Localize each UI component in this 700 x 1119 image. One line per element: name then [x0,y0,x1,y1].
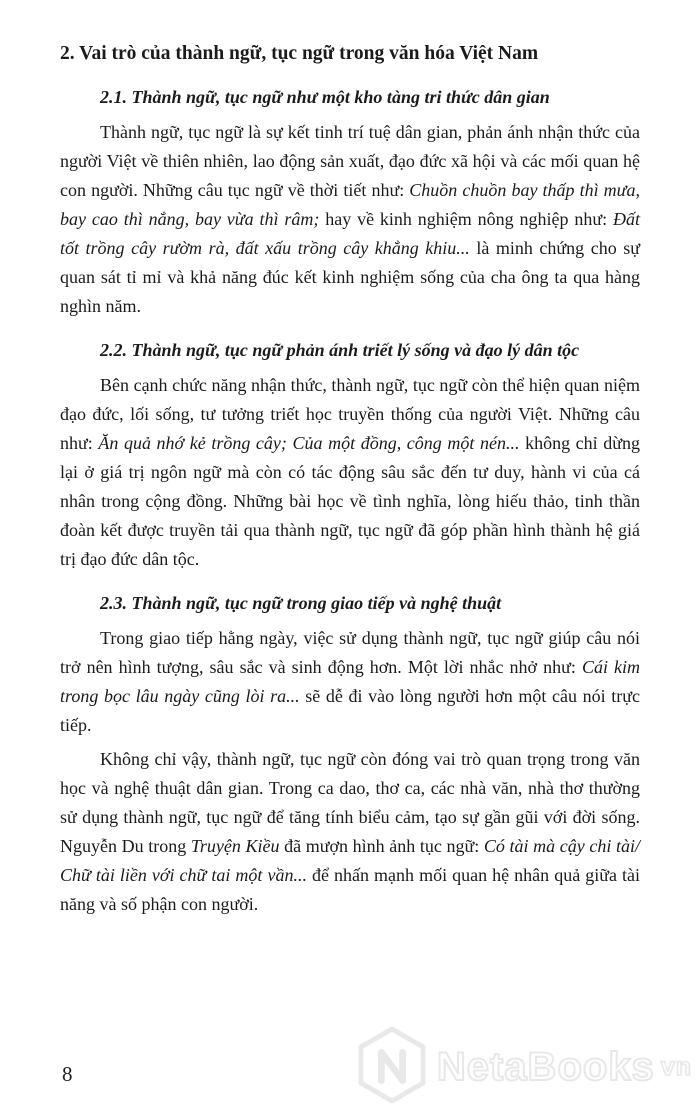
text-run-italic: Chuồn chuồn bay thấp thì mưa, bay cao thì nắng, bay vừa thì râm; [60,180,640,229]
section-title-2-2: 2.2. Thành ngữ, tục ngữ phản ánh triết lý sống và đạo lý dân tộc [100,340,580,360]
paragraph [60,371,640,574]
paragraph [60,745,640,919]
text-run: hay về kinh nghiệm nông nghiệp như: [319,209,613,229]
hexagon-n-icon [357,1026,427,1109]
watermark-suffix: vn [660,1053,692,1081]
text-run: không chỉ dừng lại ở giá trị ngôn ngữ mà còn có tác động sâu sắc đến tư duy, hành vi của cá nhân trong cộng đồng. Những bài học về tình nghĩa, lòng hiếu thảo, tinh thần đoàn kết được truyền tải qua thành ngữ, tục ngữ đã góp phần hình thành hệ giá trị đạo đức dân tộc. [60,433,641,569]
text-run: Bên cạnh chức năng nhận thức, thành ngữ, tục ngữ còn thể hiện quan niệm đạo đức, lối sống, tư tưởng triết học truyền thống của người Việt. Những câu như: [60,375,640,453]
text-run-italic: Cái kim trong bọc lâu ngày cũng lòi ra... [60,657,640,706]
section-title-2-3: 2.3. Thành ngữ, tục ngữ trong giao tiếp và nghệ thuật [100,593,502,613]
text-run-italic: Ăn quả nhớ kẻ trồng cây; Của một đồng, công một nén... [98,433,520,453]
page-title: 2. Vai trò của thành ngữ, tục ngữ trong văn hóa Việt Nam [60,43,539,64]
section-2-1 [60,83,640,321]
watermark-brand: NetaBooks [436,1045,655,1089]
paragraph [60,624,640,740]
text-run: là minh chứng cho sự quan sát tỉ mỉ và khả năng đúc kết kinh nghiệm sống của cha ông ta qua hàng nghìn năm. [60,238,640,316]
section-2-3 [60,589,640,919]
section-title-2-1: 2.1. Thành ngữ, tục ngữ như một kho tàng tri thức dân gian [100,87,550,107]
text-run-italic: Có tài mà cậy chi tài/ Chữ tài liền với chữ tai một vần... [60,836,640,885]
paragraph [60,118,640,321]
text-run: Không chỉ vậy, thành ngữ, tục ngữ còn đóng vai trò quan trọng trong văn học và nghệ thuật dân gian. Trong ca dao, thơ ca, các nhà văn, nhà thơ thường sử dụng thành ngữ, tục ngữ để tăng tính biểu cảm, tạo sự gần gũi với đời sống. Nguyễn Du trong [60,749,640,856]
text-run: đã mượn hình ảnh tục ngữ: [279,836,484,856]
text-run: Thành ngữ, tục ngữ là sự kết tinh trí tuệ dân gian, phản ánh nhận thức của người Việt về thiên nhiên, lao động sản xuất, đạo đức xã hội và các mối quan hệ con người. Những câu tục ngữ về thời tiết như: [60,122,640,200]
text-run-italic: Truyện Kiều [190,836,280,856]
watermark-wordmark [437,1045,692,1090]
text-run: Trong giao tiếp hằng ngày, việc sử dụng thành ngữ, tục ngữ giúp câu nói trở nên hình tượng, sâu sắc và sinh động hơn. Một lời nhắc nhở như: [60,628,640,677]
section-2-2 [60,336,640,574]
text-run-italic: Đất tốt trồng cây rườm rà, đất xấu trồng cây khẳng khiu... [60,209,640,258]
netabooks-watermark [357,1026,692,1109]
text-run: để nhấn mạnh mối quan hệ nhân quả giữa tài năng và số phận con người. [60,865,640,914]
page-number: 8 [62,1062,73,1086]
text-run: sẽ dễ đi vào lòng người hơn một câu nói trực tiếp. [60,686,640,735]
